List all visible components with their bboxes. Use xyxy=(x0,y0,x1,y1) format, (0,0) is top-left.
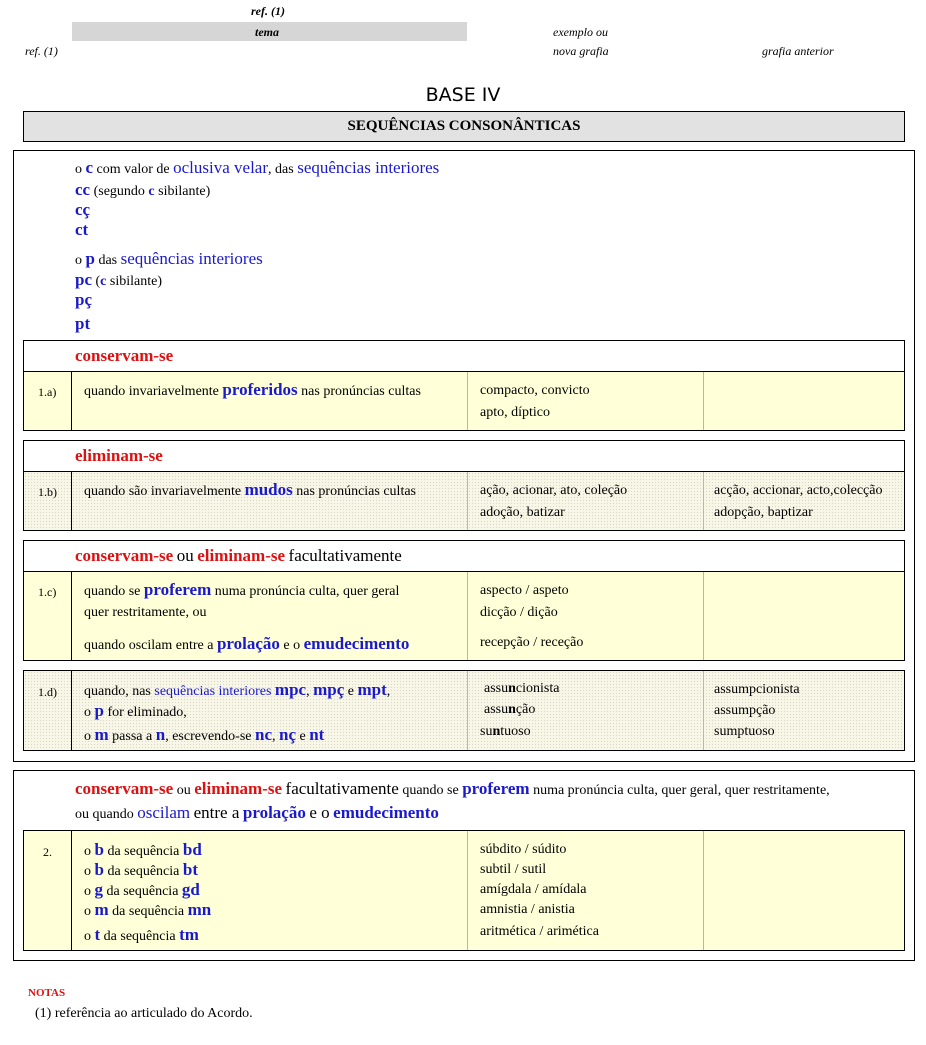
intro-line-6: pc (c sibilante) xyxy=(75,270,162,289)
old-spelling-2: assumpção xyxy=(714,703,776,718)
example-line-1: ação, acionar, ato, coleção xyxy=(480,483,628,498)
rule-row-5: o t da sequência tm xyxy=(84,925,199,944)
rule-row-4: o m da sequência mn xyxy=(84,900,212,919)
rule-text: quando são invariavelmente mudos nas pronúncias cultas xyxy=(84,480,416,499)
rule-text-2: quer restritamente, ou xyxy=(84,605,207,620)
section-body xyxy=(24,371,904,430)
example-line-2: adoção, batizar xyxy=(480,505,565,520)
example-row-3: amígdala / amídala xyxy=(480,882,587,897)
intro-line-5: o p das sequências interiores xyxy=(75,249,263,268)
intro-line-8: pt xyxy=(75,314,91,333)
section-title: conservam-se ou eliminam-se facultativamente xyxy=(75,546,402,565)
section-title: eliminam-se xyxy=(75,446,163,465)
example-row-1: súbdito / súdito xyxy=(480,842,567,857)
section-mpc xyxy=(23,670,905,751)
section-title: conservam-se xyxy=(75,346,174,365)
rule-text-3: o m passa a n, escrevendo-se nc, nç e nt xyxy=(84,725,325,744)
old-spelling-1: acção, accionar, acto,colecção xyxy=(714,483,883,498)
rule-row-1: o b da sequência bd xyxy=(84,840,202,859)
example-line-1: compacto, convicto xyxy=(480,383,590,398)
notes-title: NOTAS xyxy=(28,987,66,999)
rule-row-2: o b da sequência bt xyxy=(84,860,199,879)
grafia-anterior-label: grafia anterior xyxy=(762,44,834,58)
rule-text-2: o p for eliminado, xyxy=(84,701,187,720)
section-body xyxy=(24,571,904,660)
ref-left-label: ref. (1) xyxy=(25,44,58,58)
rule-text: quando invariavelmente proferidos nas pronúncias cultas xyxy=(84,380,421,399)
ref-top-label: ref. (1) xyxy=(251,4,285,18)
nova-grafia-label: nova grafia xyxy=(553,44,609,58)
example-row-2: subtil / sutil xyxy=(480,862,547,877)
ref-label: 2. xyxy=(43,845,52,859)
intro-line-7: pç xyxy=(75,290,92,309)
section2-heading-2: ou quando oscilam entre a prolação e o emudecimento xyxy=(75,803,439,822)
example-row-5: aritmética / arimética xyxy=(480,924,599,939)
section-facultativamente xyxy=(23,540,905,661)
old-spelling-1: assumpcionista xyxy=(714,682,800,697)
tema-label: tema xyxy=(255,25,279,39)
rule-text-1: quando se proferem numa pronúncia culta, quer geral xyxy=(84,580,400,599)
old-spelling-2: adopção, baptizar xyxy=(714,505,813,520)
subtitle: SEQUÊNCIAS CONSONÂNTICAS xyxy=(347,118,581,134)
subtitle-bar xyxy=(23,111,905,142)
section-eliminam xyxy=(23,440,905,531)
example-line-3: recepção / receção xyxy=(480,635,584,650)
example-line-2: assunção xyxy=(484,702,536,717)
note-1: (1) referência ao articulado do Acordo. xyxy=(35,1006,253,1021)
example-line-2: apto, díptico xyxy=(480,405,550,420)
intro-line-4: ct xyxy=(75,220,89,239)
ref-label: 1.d) xyxy=(38,685,57,699)
section-body xyxy=(24,471,904,530)
section-conservam xyxy=(23,340,905,431)
base-title: BASE IV xyxy=(425,84,501,106)
exemplo-label: exemplo ou xyxy=(553,25,608,39)
ref-label: 1.c) xyxy=(38,585,57,599)
old-spelling-3: sumptuoso xyxy=(714,724,775,739)
example-line-1: assuncionista xyxy=(484,681,560,696)
tema-bar xyxy=(72,22,467,41)
rule-row-3: o g da sequência gd xyxy=(84,880,200,899)
example-line-1: aspecto / aspeto xyxy=(480,583,569,598)
ref-label: 1.b) xyxy=(38,485,57,499)
intro-line-3: cç xyxy=(75,200,91,219)
intro-line-2: cc (segundo c sibilante) xyxy=(75,180,211,199)
example-line-2: dicção / dição xyxy=(480,605,558,620)
ref-label: 1.a) xyxy=(38,385,57,399)
section2-heading-1: conservam-se ou eliminam-se facultativamente quando se proferem numa pronúncia culta, quer geral, quer restritamente, xyxy=(75,779,830,798)
example-row-4: amnistia / anistia xyxy=(480,902,575,917)
section-sequencias xyxy=(23,830,905,951)
intro-line-1: o c com valor de oclusiva velar, das sequências interiores xyxy=(75,158,440,177)
rule-text-1: quando, nas sequências interiores mpc, mpç e mpt, xyxy=(84,680,391,699)
example-line-3: suntuoso xyxy=(480,724,531,739)
rule-text-3: quando oscilam entre a prolação e o emudecimento xyxy=(84,634,410,653)
